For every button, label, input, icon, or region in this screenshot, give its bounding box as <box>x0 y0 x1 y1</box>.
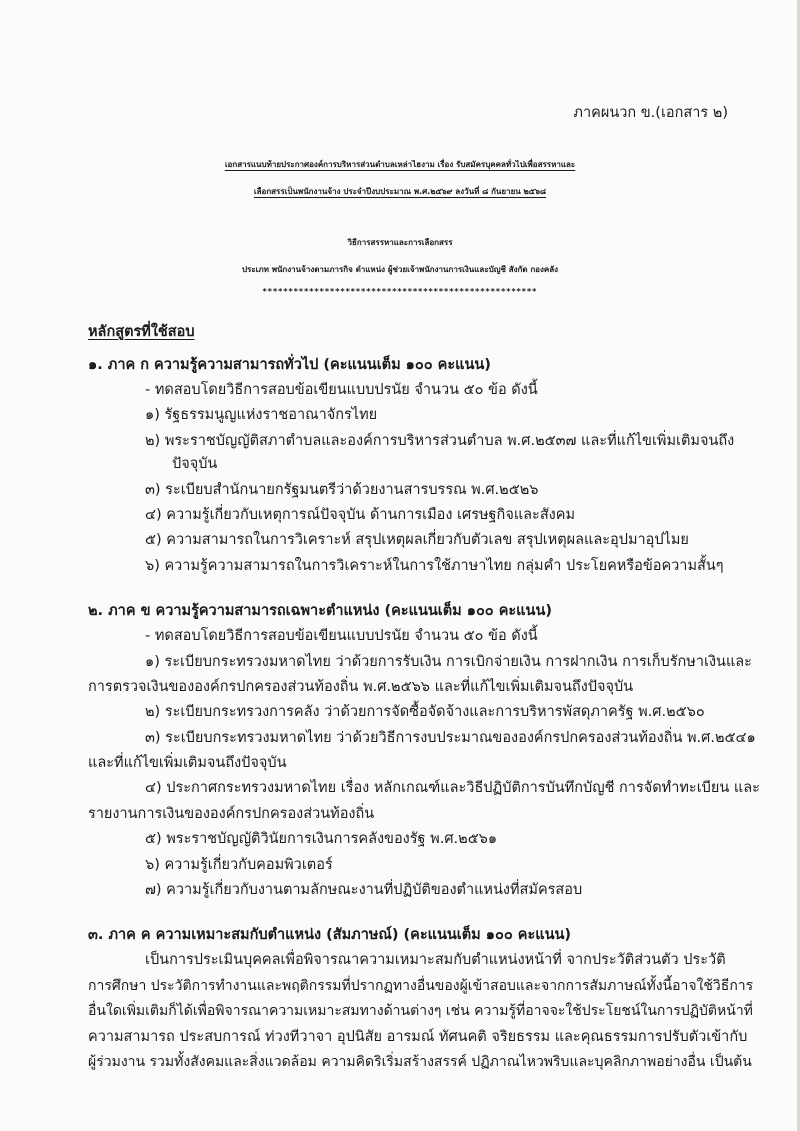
section-b-item: ๔) ประกาศกระทรวงมหาดไทย เรื่อง หลักเกณฑ์และวิธีปฏิบัติการบันทึกบัญชี การจัดทำทะเบียน และ <box>145 780 760 796</box>
section-b-item: ๓) ระเบียบกระทรวงมหาดไทย ว่าด้วยวิธีการงบประมาณขององค์กรปกครองส่วนท้องถิ่น พ.ศ.๒๕๔๑ <box>145 730 756 746</box>
header-line-1: เอกสารแนบท้ายประกาศองค์การบริหารส่วนตำบลเหล่าไฮงาม เรื่อง รับสมัครบุคคลทั่วไปเพื่อสรรหาและ <box>224 160 576 169</box>
section-b-item: ๖) ความรู้เกี่ยวกับคอมพิวเตอร์ <box>145 857 333 873</box>
section-c-paragraph-line: ความสามารถ ประสบการณ์ ท่วงทีวาจา อุปนิสัย อารมณ์ ทัศนคติ จริยธรรม และคุณธรรมการปรับตัวเข้ากับ <box>88 1029 748 1045</box>
section-b-item-continuation: รายงานการเงินขององค์กรปกครองส่วนท้องถิ่น <box>88 806 375 822</box>
section-a-item: ๖) ความรู้ความสามารถในการวิเคราะห์ในการใช้ภาษาไทย กลุ่มคำ ประโยคหรือข้อความสั้นๆ <box>145 558 724 574</box>
star-divider: ***************************************************** <box>262 287 538 296</box>
section-c-paragraph-line: ผู้ร่วมงาน รวมทั้งสังคมและสิ่งแวดล้อม ความคิดริเริ่มสร้างสรรค์ ปฏิภาณไหวพริบและบุคลิกภาพอย่างอื่น เป็นต้น <box>88 1054 752 1070</box>
section-b-item: ๒) ระเบียบกระทรวงการคลัง ว่าด้วยการจัดซื้อจัดจ้างและการบริหารพัสดุภาครัฐ พ.ศ.๒๕๖๐ <box>145 704 705 720</box>
section-b-intro: - ทดสอบโดยวิธีการสอบข้อเขียนแบบปรนัย จำนวน ๕๐ ข้อ ดังนี้ <box>145 628 538 644</box>
section-a-item: ๑) รัฐธรรมนูญแห่งราชอาณาจักรไทย <box>145 407 378 423</box>
title-line-2: ประเภท พนักงานจ้างตามภารกิจ ตำแหน่ง ผู้ช่วยเจ้าพนักงานการเงินและบัญชี สังกัด กองคลัง <box>241 265 559 274</box>
section-a-item: ๒) พระราชบัญญัติสภาตำบลและองค์การบริหารส่วนตำบล พ.ศ.๒๕๓๗ และที่แก้ไขเพิ่มเติมจนถึง <box>145 433 735 449</box>
section-a-intro: - ทดสอบโดยวิธีการสอบข้อเขียนแบบปรนัย จำนวน ๕๐ ข้อ ดังนี้ <box>145 382 538 398</box>
section-a-item: ๔) ความรู้เกี่ยวกับเหตุการณ์ปัจจุบัน ด้านการเมือง เศรษฐกิจและสังคม <box>145 507 576 523</box>
curriculum-heading: หลักสูตรที่ใช้สอบ <box>88 324 195 340</box>
section-b-item-continuation: และที่แก้ไขเพิ่มเติมจนถึงปัจจุบัน <box>88 755 287 771</box>
section-c-paragraph-line: การศึกษา ประวัติการทำงานและพฤติกรรมที่ปรากฏทางอื่นของผู้เข้าสอบและจากการสัมภาษณ์ทั้งนี้อาจใช้วิธีการ <box>88 978 754 994</box>
section-b-item: ๗) ความรู้เกี่ยวกับงานตามลักษณะงานที่ปฏิบัติของตำแหน่งที่สมัครสอบ <box>145 882 583 898</box>
header-line-2: เลือกสรรเป็นพนักงานจ้าง ประจำปีงบประมาณ พ.ศ.๒๕๖๙ ลงวันที่ ๘ กันยายน ๒๕๖๘ <box>253 187 547 196</box>
section-b-item: ๑) ระเบียบกระทรวงมหาดไทย ว่าด้วยการรับเงิน การเบิกจ่ายเงิน การฝากเงิน การเก็บรักษาเงินและ <box>145 654 752 670</box>
section-b-item-continuation: การตรวจเงินขององค์กรปกครองส่วนท้องถิ่น พ.ศ.๒๕๖๖ และที่แก้ไขเพิ่มเติมจนถึงปัจจุบัน <box>88 679 634 695</box>
section-a-heading: ๑. ภาค ก ความรู้ความสามารถทั่วไป (คะแนนเต็ม ๑๐๐ คะแนน) <box>88 357 491 373</box>
appendix-label: ภาคผนวก ข.(เอกสาร ๒) <box>573 105 728 121</box>
section-b-item: ๕) พระราชบัญญัติวินัยการเงินการคลังของรัฐ พ.ศ.๒๕๖๑ <box>145 831 498 847</box>
section-c-heading: ๓. ภาค ค ความเหมาะสมกับตำแหน่ง (สัมภาษณ์) (คะแนนเต็ม ๑๐๐ คะแนน) <box>88 927 572 943</box>
section-b-heading: ๒. ภาค ข ความรู้ความสามารถเฉพาะตำแหน่ง (คะแนนเต็ม ๑๐๐ คะแนน) <box>88 603 552 619</box>
section-a-item: ๓) ระเบียบสำนักนายกรัฐมนตรีว่าด้วยงานสารบรรณ พ.ศ.๒๕๒๖ <box>145 482 539 498</box>
section-c-paragraph-line: เป็นการประเมินบุคคลเพื่อพิจารณาความเหมาะสมกับตำแหน่งหน้าที่ จากประวัติส่วนตัว ประวัติ <box>145 952 726 968</box>
section-a-item: ๕) ความสามารถในการวิเคราะห์ สรุปเหตุผลเกี่ยวกับตัวเลข สรุปเหตุผลและอุปมาอุปไมย <box>145 532 689 548</box>
section-c-paragraph-line: อื่นใดเพิ่มเติมก็ได้เพื่อพิจารณาความเหมาะสมทางด้านต่างๆ เช่น ความรู้ที่อาจจะใช้ประโยชน์ในการปฏิบัติหน้าที่ <box>88 1003 753 1019</box>
section-a-item-continuation: ปัจจุบัน <box>172 456 218 472</box>
title-line-1: วิธีการสรรหาและการเลือกสรร <box>347 238 453 247</box>
